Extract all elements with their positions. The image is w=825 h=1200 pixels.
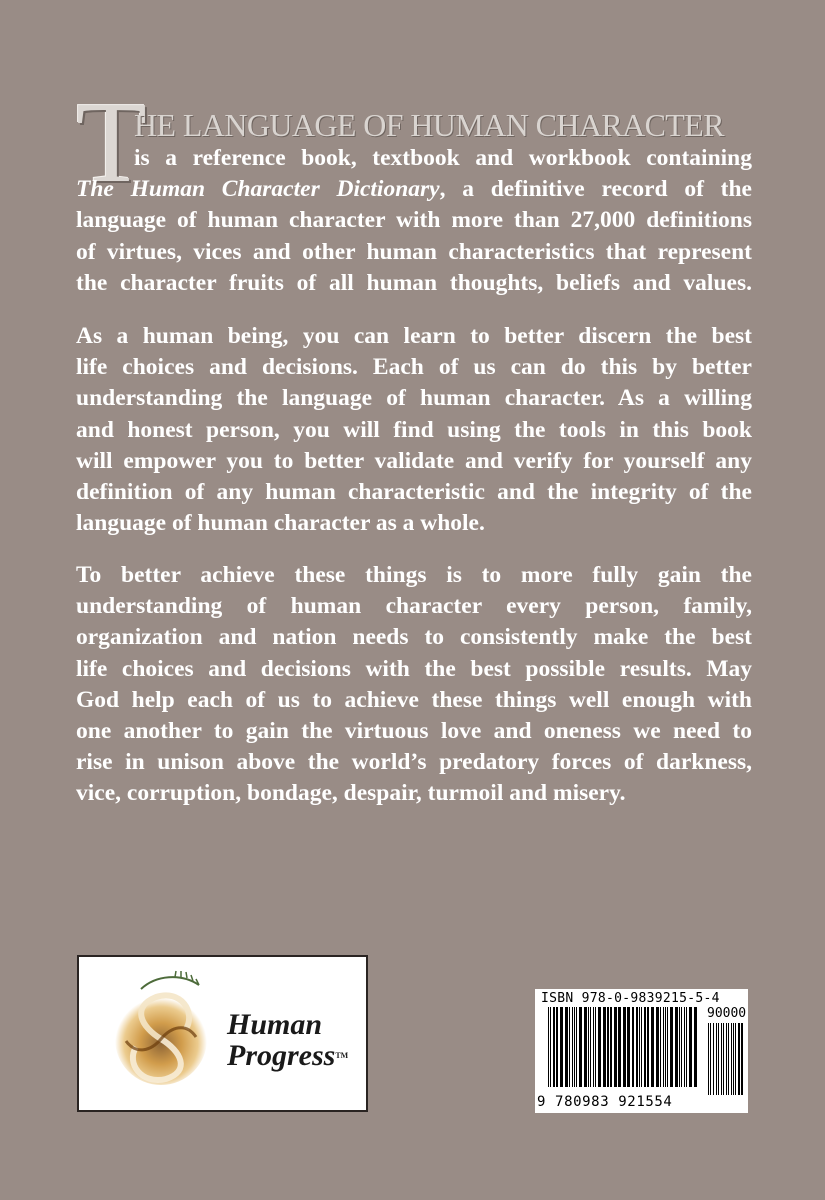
- title-dropcap: T: [76, 79, 147, 207]
- barcode-bar: [721, 1023, 722, 1095]
- barcode-bar: [593, 1007, 594, 1087]
- barcode-bar: [556, 1007, 558, 1087]
- barcode-bar: [675, 1007, 678, 1087]
- barcode-bar: [584, 1007, 587, 1087]
- book-title: HE LANGUAGE OF HUMAN CHARACTER: [134, 107, 725, 143]
- barcode-bar: [639, 1007, 640, 1087]
- barcode-bar: [651, 1007, 654, 1087]
- barcode-bar: [670, 1007, 673, 1087]
- paragraph-achieve: [76, 560, 752, 810]
- paragraph-discern: [76, 321, 752, 539]
- barcode-bar: [565, 1007, 568, 1087]
- barcode-bar: [735, 1023, 736, 1095]
- paragraph-line: language of human character as a whole.: [76, 510, 485, 537]
- barcode-bar: [550, 1007, 551, 1087]
- publisher-name-line2: Progress™: [227, 1039, 349, 1072]
- barcode-bar: [644, 1007, 646, 1087]
- publisher-logo: [77, 955, 368, 1112]
- barcode-bar: [713, 1023, 714, 1095]
- paragraph-line: vice, corruption, bondage, despair, turmoil and misery.: [76, 780, 626, 807]
- barcode-bar: [694, 1007, 697, 1087]
- barcode-bar: [623, 1007, 626, 1087]
- paragraph-line: rise in unison above the world’s predatory forces of darkness,: [76, 749, 752, 776]
- swirl-logo-icon: [101, 967, 221, 1103]
- isbn-number: ISBN 978-0-9839215-5-4: [541, 991, 720, 1006]
- paragraph-line: is a reference book, textbook and workbook containing: [134, 145, 752, 171]
- barcode-bar: [726, 1023, 727, 1095]
- barcode-bar: [627, 1007, 630, 1087]
- paragraph-line: definition of any human characteristic and the integrity of the: [76, 479, 752, 506]
- paragraph-line: God help each of us to achieve these things well enough with: [76, 686, 752, 713]
- barcode-bar: [728, 1023, 729, 1095]
- ean-number: 9 780983 921554: [537, 1094, 673, 1110]
- barcode-bar: [716, 1023, 717, 1095]
- barcode-bar: [738, 1023, 740, 1095]
- paragraph-line: one another to gain the virtuous love and oneness we need to: [76, 718, 752, 745]
- barcode-bar: [667, 1007, 668, 1087]
- paragraph-line: understanding the language of human character. As a willing: [76, 385, 752, 412]
- barcode-bar: [656, 1007, 659, 1087]
- barcode-bar: [595, 1007, 596, 1087]
- barcode-bar: [710, 1023, 711, 1095]
- barcode-bar: [718, 1023, 719, 1095]
- barcode-bar: [647, 1007, 649, 1087]
- barcode-bar: [681, 1007, 682, 1087]
- paragraph-line: language of human character with more than 27,000 definitions: [76, 207, 752, 234]
- barcode-bar: [572, 1007, 573, 1087]
- barcode-bar: [588, 1007, 589, 1087]
- barcode-bar: [684, 1007, 685, 1087]
- paragraph-line: understanding of human character every person, family,: [76, 593, 752, 620]
- barcode-bar: [741, 1023, 743, 1095]
- paragraph-line: life choices and decisions with the best possible results. May: [76, 655, 752, 682]
- dictionary-title: The Human Character Dictionary: [76, 176, 440, 203]
- barcode-bar: [590, 1007, 591, 1087]
- barcode-bar: [579, 1007, 582, 1087]
- barcode-bar: [641, 1007, 642, 1087]
- paragraph-line: of virtues, vices and other human characteristics that represent: [76, 238, 752, 265]
- barcode-bar: [663, 1007, 664, 1087]
- barcode-bar: [603, 1007, 606, 1087]
- price-code: 90000: [707, 1006, 747, 1021]
- isbn-barcode: [535, 989, 748, 1113]
- barcode-bar: [689, 1007, 692, 1087]
- barcode-bar: [610, 1007, 612, 1087]
- paragraph-line: To better achieve these things is to more fully gain the: [76, 562, 752, 588]
- paragraph-line: life choices and decisions. Each of us can do this by better: [76, 354, 752, 381]
- barcode-bar: [708, 1023, 709, 1095]
- paragraph-intro: [76, 143, 752, 299]
- paragraph-line: organization and nation needs to consistently make the best: [76, 624, 752, 651]
- barcode-bar: [618, 1007, 621, 1087]
- barcode-bar: [731, 1023, 732, 1095]
- paragraph-line: As a human being, you can learn to better discern the best: [76, 323, 752, 349]
- barcode-bar: [569, 1007, 570, 1087]
- paragraph-line: the character fruits of all human thoughts, beliefs and values.: [76, 269, 752, 296]
- barcode-bars: [547, 1007, 697, 1095]
- paragraph-line: The Human Character Dictionary, a definitive record of the: [76, 176, 752, 203]
- paragraph-line: will empower you to better validate and verify for yourself any: [76, 447, 752, 474]
- barcode-bar: [548, 1007, 549, 1087]
- publisher-name: [227, 1009, 348, 1071]
- barcode-bar: [679, 1007, 680, 1087]
- barcode-bar: [686, 1007, 687, 1087]
- trademark-mark: TM: [335, 1051, 349, 1060]
- barcode-addon-bars: [707, 1023, 745, 1095]
- barcode-bar: [665, 1007, 666, 1087]
- publisher-name-line1: Human: [227, 1008, 323, 1041]
- barcode-bar: [733, 1023, 734, 1095]
- barcode-bar: [723, 1023, 724, 1095]
- barcode-bar: [660, 1007, 661, 1087]
- barcode-bar: [574, 1007, 575, 1087]
- barcode-bar: [560, 1007, 563, 1087]
- paragraph-line: and honest person, you will find using the tools in this book: [76, 416, 752, 443]
- barcode-bar: [607, 1007, 609, 1087]
- barcode-bar: [598, 1007, 601, 1087]
- barcode-bar: [632, 1007, 634, 1087]
- barcode-bar: [576, 1007, 577, 1087]
- barcode-bar: [636, 1007, 638, 1087]
- barcode-bar: [614, 1007, 617, 1087]
- barcode-bar: [553, 1007, 555, 1087]
